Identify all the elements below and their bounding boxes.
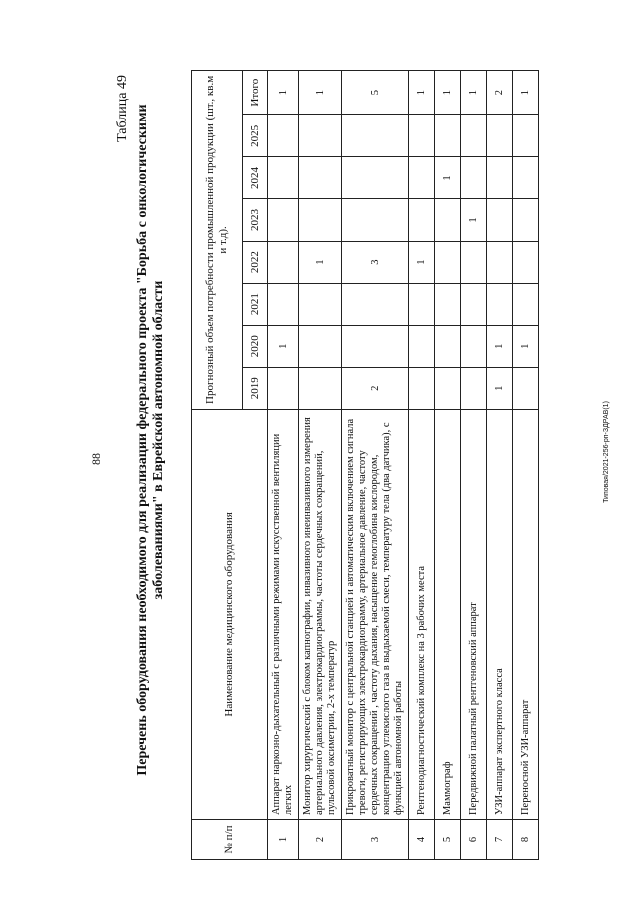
total-cell: 1 (299, 71, 342, 115)
value-cell: 1 (487, 367, 513, 409)
table-row (342, 71, 409, 860)
page-number: 88 (89, 453, 103, 465)
value-cell (487, 241, 513, 283)
value-cell: 1 (268, 325, 299, 367)
row-number: 7 (487, 820, 513, 860)
value-cell (299, 199, 342, 241)
header-year: 2023 (243, 199, 268, 241)
value-cell (299, 157, 342, 199)
value-cell: 3 (342, 241, 409, 283)
value-cell (435, 325, 461, 367)
row-number: 3 (342, 820, 409, 860)
equipment-table (191, 70, 539, 860)
value-cell (409, 199, 435, 241)
table-row (268, 71, 299, 860)
table-row (299, 71, 342, 860)
value-cell (342, 157, 409, 199)
value-cell (299, 367, 342, 409)
value-cell: 1 (513, 325, 539, 367)
title-line: Перечень оборудования необходимого для реализации федерального проекта "Борьба с онкологическими (135, 104, 150, 776)
table-row (435, 71, 461, 860)
value-cell: 1 (461, 199, 487, 241)
total-cell: 1 (409, 71, 435, 115)
value-cell (513, 283, 539, 325)
value-cell (513, 367, 539, 409)
value-cell: 1 (409, 241, 435, 283)
value-cell (461, 115, 487, 157)
header-year: 2022 (243, 241, 268, 283)
total-cell: 5 (342, 71, 409, 115)
document-title (135, 75, 167, 805)
value-cell (461, 367, 487, 409)
value-cell (268, 367, 299, 409)
header-year: 2020 (243, 325, 268, 367)
value-cell (342, 325, 409, 367)
table-row (461, 71, 487, 860)
value-cell (268, 241, 299, 283)
row-number: 4 (409, 820, 435, 860)
value-cell (268, 157, 299, 199)
value-cell: 1 (487, 325, 513, 367)
total-cell: 1 (268, 71, 299, 115)
table-row (513, 71, 539, 860)
row-number: 2 (299, 820, 342, 860)
value-cell (513, 115, 539, 157)
total-cell: 1 (461, 71, 487, 115)
equipment-name: УЗИ-аппарат экспертного класса (487, 409, 513, 819)
value-cell (461, 283, 487, 325)
value-cell (299, 115, 342, 157)
equipment-name: Рентгенодиагностический комплекс на 3 рабочих места (409, 409, 435, 819)
value-cell (513, 157, 539, 199)
value-cell (342, 199, 409, 241)
row-number: 5 (435, 820, 461, 860)
row-number: 6 (461, 820, 487, 860)
document-code: Типовая/2021-256-рп-ЗДРАВ(1) (603, 401, 610, 503)
table-number: Таблица 49 (115, 75, 130, 142)
value-cell (409, 367, 435, 409)
header-year: 2021 (243, 283, 268, 325)
value-cell (461, 325, 487, 367)
value-cell (435, 241, 461, 283)
total-cell: 1 (513, 71, 539, 115)
value-cell (409, 115, 435, 157)
total-cell: 1 (435, 71, 461, 115)
equipment-name: Передвижной палатный рентгеновский аппарат (461, 409, 487, 819)
rotated-page-content (115, 60, 565, 860)
table-row (487, 71, 513, 860)
value-cell (299, 283, 342, 325)
equipment-name: Маммограф (435, 409, 461, 819)
value-cell (268, 115, 299, 157)
value-cell: 1 (299, 241, 342, 283)
equipment-name: Прикроватный монитор с центральной станцией и автоматическим включением сигнала тревоги, регистрирующих электрокардиограмму, артериальное давление, частоту сердечных сокращений , частоту дыхания, насыщение гемоглобина кислородом, концентрацию углекислого газа в выдыхаемой смеси, температуру тела (два датчика), с функцией автономной работы (342, 409, 409, 819)
header-number: № п/п (192, 820, 268, 860)
value-cell (409, 157, 435, 199)
equipment-name: Монитор хирургический с блоком капнографии, инвазивного инеинвазивного измерения артериального давления, электрокардиограммы, частоты сердечных сокращений, пульсовой оксиметрии, 2-х температур (299, 409, 342, 819)
title-line: заболеваниями" в Еврейской автономной области (151, 280, 166, 600)
value-cell (487, 199, 513, 241)
value-cell (487, 283, 513, 325)
value-cell (513, 199, 539, 241)
value-cell (409, 325, 435, 367)
value-cell (342, 115, 409, 157)
value-cell (268, 283, 299, 325)
value-cell (487, 157, 513, 199)
header-year: 2019 (243, 367, 268, 409)
header-equipment-name: Наименование медицинского оборудования (192, 409, 268, 819)
row-number: 1 (268, 820, 299, 860)
value-cell: 2 (342, 367, 409, 409)
value-cell (461, 241, 487, 283)
header-forecast: Прогнозный объем потребности промышленной продукции (шт., кв.м и т.д). (192, 71, 243, 410)
header-year: 2024 (243, 157, 268, 199)
value-cell (435, 283, 461, 325)
equipment-name: Аппарат наркозно-дыхательный с различными режимами искусственной вентиляции легких (268, 409, 299, 819)
equipment-name: Переносной УЗИ-аппарат (513, 409, 539, 819)
table-row (409, 71, 435, 860)
header-year: 2025 (243, 115, 268, 157)
table-body (268, 71, 539, 860)
value-cell (409, 283, 435, 325)
row-number: 8 (513, 820, 539, 860)
value-cell (435, 367, 461, 409)
total-cell: 2 (487, 71, 513, 115)
value-cell (513, 241, 539, 283)
value-cell (461, 157, 487, 199)
value-cell (435, 115, 461, 157)
value-cell: 1 (435, 157, 461, 199)
value-cell (487, 115, 513, 157)
value-cell (299, 325, 342, 367)
value-cell (268, 199, 299, 241)
header-total: Итого (243, 71, 268, 115)
value-cell (435, 199, 461, 241)
value-cell (342, 283, 409, 325)
